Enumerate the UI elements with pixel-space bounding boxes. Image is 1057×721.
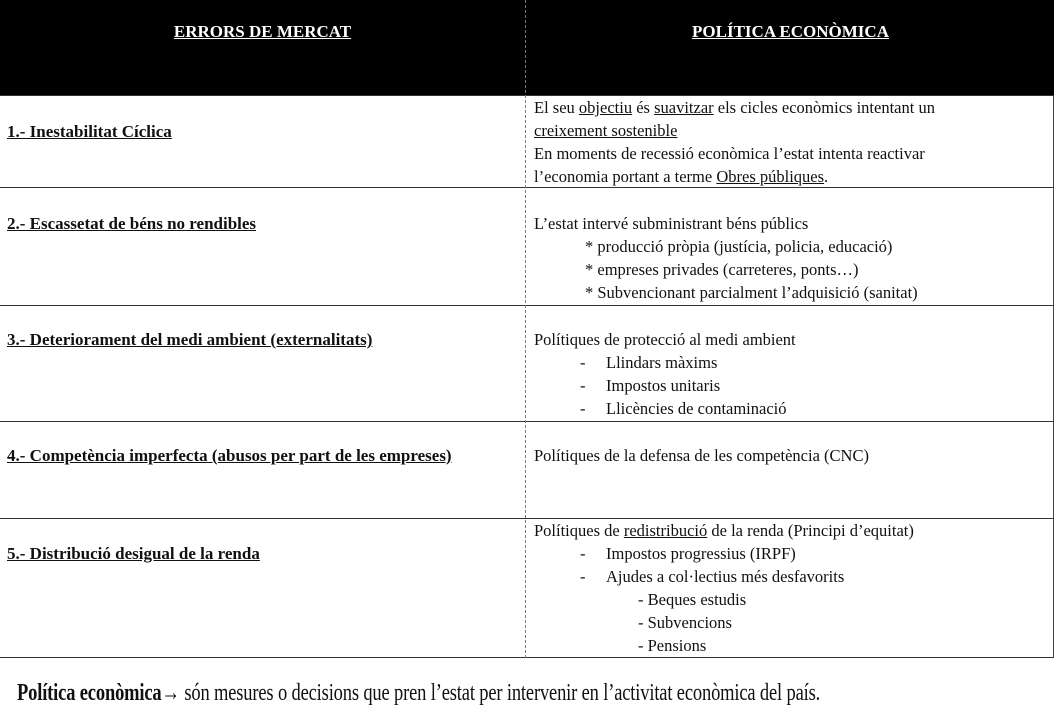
dash-bullet: - [580, 353, 586, 372]
footer-definition: són mesures o decisions que pren l’estat per intervenir en l’activitat econòmica del país. [179, 680, 821, 706]
row-1-line-2 [534, 119, 1049, 142]
header-errors-de-mercat: ERRORS DE MERCAT [173, 22, 352, 41]
row-2-line-1: L’estat intervé subministrant béns públics [534, 214, 809, 233]
dash-bullet: - [580, 376, 586, 395]
row-1-line-3: En moments de recessió econòmica l’estat intenta reactivar [534, 144, 925, 163]
table-header [0, 0, 1054, 95]
text-impostos: Impostos unitaris [606, 376, 721, 395]
text-segment: és [632, 98, 655, 117]
footer-term: Política econòmica [17, 680, 162, 706]
column-divider [525, 0, 526, 658]
text-segment: l’economia portant a terme [534, 167, 717, 186]
row-3-line-4 [534, 397, 1049, 420]
row-1-error: 1.- Inestabilitat Cíclica [7, 122, 172, 141]
table-row-3 [0, 305, 1054, 421]
row-5-line-3 [534, 565, 1049, 588]
text-redistribucio: redistribució [623, 521, 708, 540]
text-segment: de la renda (Principi d’equitat) [707, 521, 914, 540]
text-llicencies: Llicències de contaminació [606, 399, 787, 418]
text-suavitzar: suavitzar [654, 98, 714, 117]
row-1-line-4 [534, 165, 1049, 188]
row-5-line-2 [534, 542, 1049, 565]
arrow-icon: → [161, 680, 180, 706]
table-row-5 [0, 518, 1054, 658]
row-3-line-1: Polítiques de protecció al medi ambient [534, 330, 796, 349]
row-2-policy [534, 212, 1049, 304]
row-5-policy [534, 519, 1049, 657]
row-5-line-6: - Pensions [638, 636, 707, 655]
row-4-error: 4.- Competència imperfecta (abusos per part de les empreses) [7, 446, 452, 465]
row-4-policy [534, 444, 1049, 467]
dash-bullet: - [580, 567, 586, 586]
row-1-line-1 [534, 96, 1049, 119]
row-5-line-4: - Beques estudis [638, 590, 747, 609]
row-2-line-4: * Subvencionant parcialment l’adquisició (sanitat) [585, 283, 918, 302]
row-5-line-1 [534, 519, 1049, 542]
text-ajudes: Ajudes a col·lectius més desfavorits [606, 567, 845, 586]
table-row-2 [0, 187, 1054, 305]
definition-footer [17, 680, 820, 707]
text-segment: els cicles econòmics intentant un [713, 98, 935, 117]
row-2-error: 2.- Escassetat de béns no rendibles [7, 214, 257, 233]
row-5-error: 5.- Distribució desigual de la renda [7, 544, 260, 563]
text-impostos-progressius: Impostos progressius (IRPF) [606, 544, 796, 563]
text-objectiu: objectiu [578, 98, 633, 117]
row-3-line-2 [534, 351, 1049, 374]
row-3-error: 3.- Deteriorament del medi ambient (externalitats) [7, 330, 373, 349]
row-1-policy [534, 96, 1049, 188]
text-segment: Polítiques de [534, 521, 624, 540]
dash-bullet: - [580, 544, 586, 563]
row-2-line-2: * producció pròpia (justícia, policia, educació) [585, 237, 893, 256]
text-llindars: Llindars màxims [606, 353, 718, 372]
text-segment: El seu [534, 98, 579, 117]
table-row-4 [0, 421, 1054, 518]
text-creixement-sostenible: creixement sostenible [534, 121, 678, 140]
row-3-line-3 [534, 374, 1049, 397]
row-4-line-1: Polítiques de la defensa de les competència (CNC) [534, 446, 869, 465]
row-5-line-5: - Subvencions [638, 613, 732, 632]
text-obres-publiques: Obres públiques [716, 167, 825, 186]
header-politica-economica: POLÍTICA ECONÒMICA [692, 22, 889, 41]
row-2-line-3: * empreses privades (carreteres, ponts…) [585, 260, 859, 279]
table-row-1 [0, 95, 1054, 187]
dash-bullet: - [580, 399, 586, 418]
text-segment: . [824, 167, 829, 186]
row-3-policy [534, 328, 1049, 420]
